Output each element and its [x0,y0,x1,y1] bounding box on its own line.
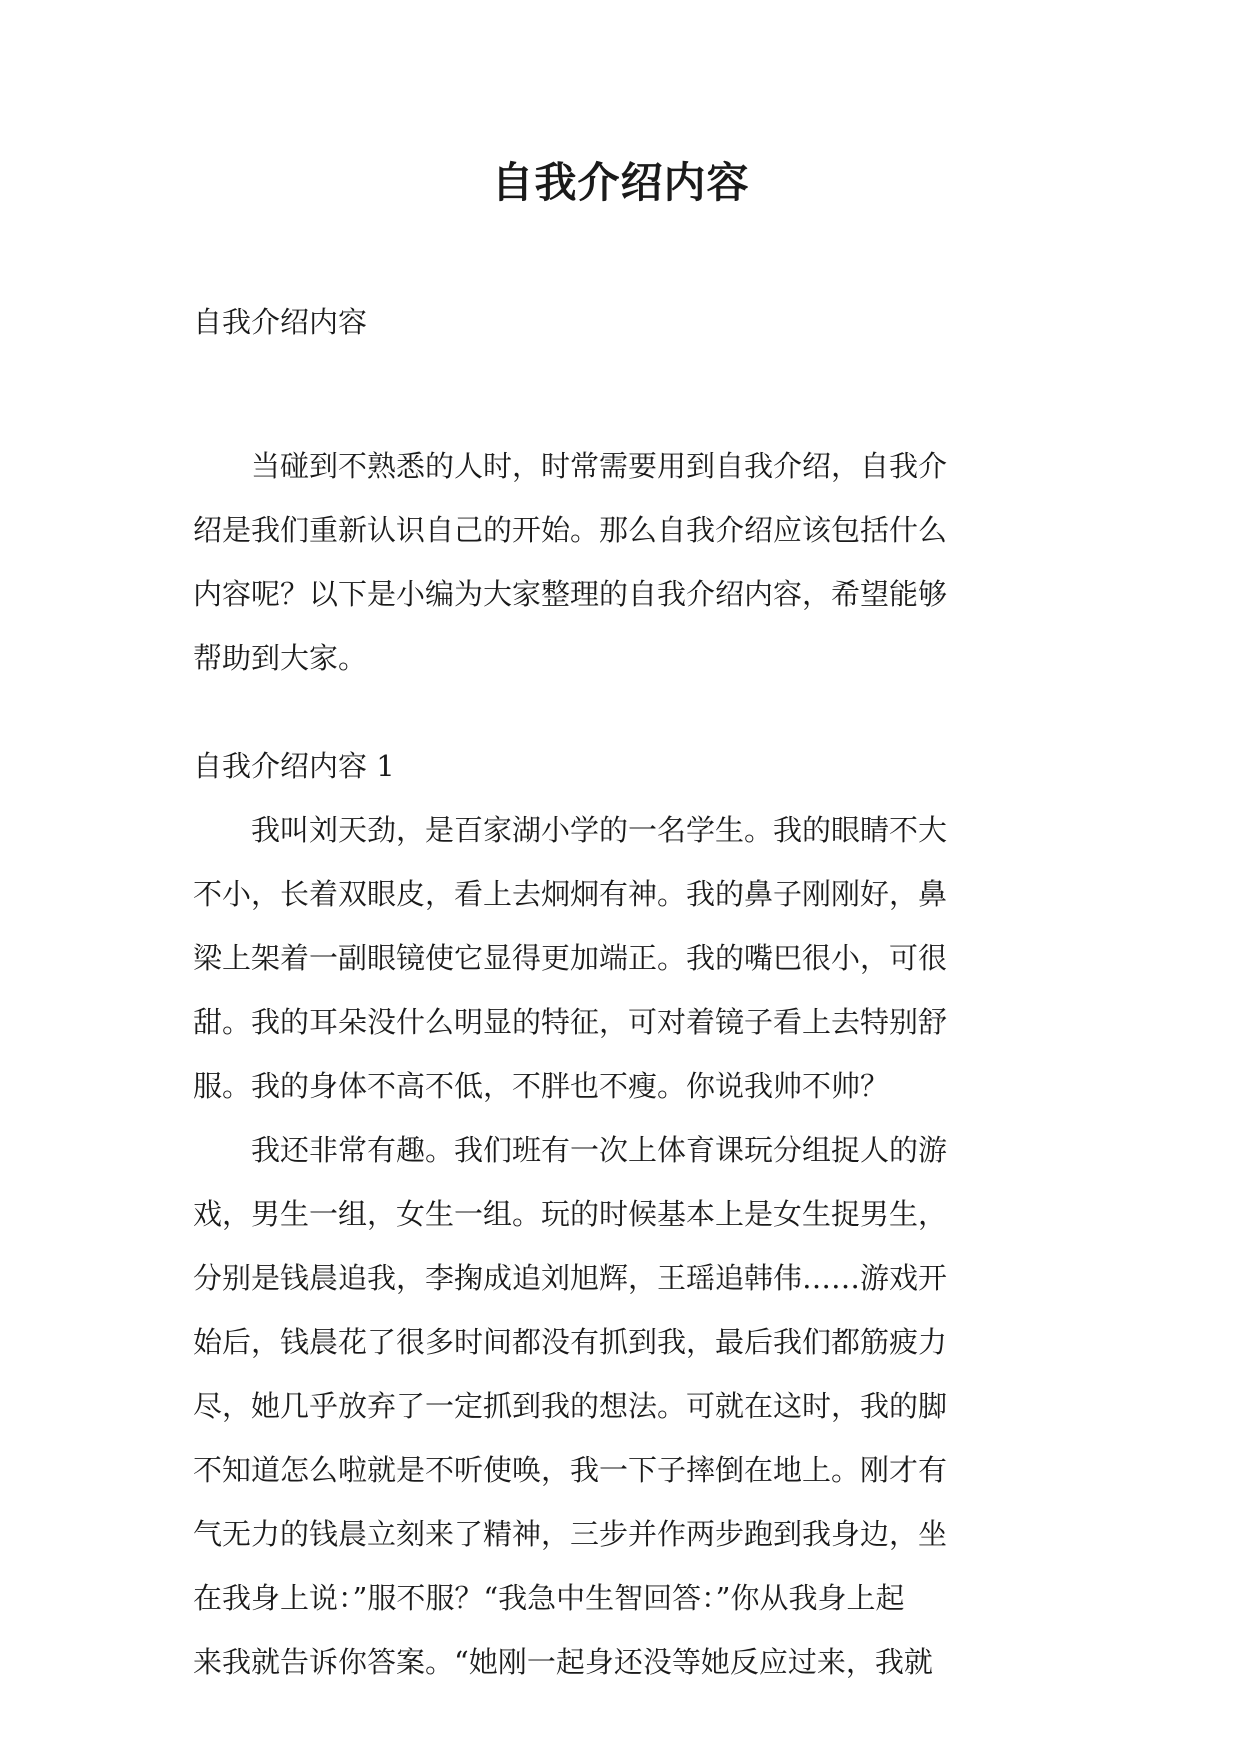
section-heading: 自我介绍内容 1 [193,749,395,783]
spacer [193,690,1056,734]
intro-paragraph: 当碰到不熟悉的人时，时常需要用到自我介绍，自我介 绍是我们重新认识自己的开始。那么自我介绍应该包括什么 内容呢？以下是小编为大家整理的自我介绍内容，希望能够 帮助到大家。 [193,449,948,675]
section-paragraph: 我叫刘天劲，是百家湖小学的一名学生。我的眼睛不大 不小，长着双眼皮，看上去炯炯有神。我的鼻子刚刚好，鼻 梁上架着一副眼镜使它显得更加端正。我的嘴巴很小，可很 甜。我的耳朵没什么明显的特征，可对着镜子看上去特别舒 服。我的身体不高不低，不胖也不瘦。你说我帅不帅？ [193,813,948,1103]
section-paragraph: 我还非常有趣。我们班有一次上体育课玩分组捉人的游 戏，男生一组，女生一组。玩的时候基本上是女生捉男生， 分别是钱晨追我，李掬成追刘旭辉，王瑶追韩伟……游戏开 始后，钱晨花了很多时间都没有抓到我，最后我们都筋疲力 尽，她几乎放弃了一定抓到我的想法。可就在这时，我的脚 不知道怎么啦就是不听使唤，我一下子摔倒在地上。刚才有 气无力的钱晨立刻来了精神，三步并作两步跑到我身边，坐 在我身上说：”服不服？“我急中生智回答：”你从我身上起 来我就告诉你答案。“她刚一起身还没等她反应过来，我就 [193,1133,948,1679]
spacer [193,354,1056,434]
document-subtitle: 自我介绍内容 [193,305,368,339]
document-title: 自我介绍内容 [491,158,750,207]
document-body [193,290,1056,1694]
